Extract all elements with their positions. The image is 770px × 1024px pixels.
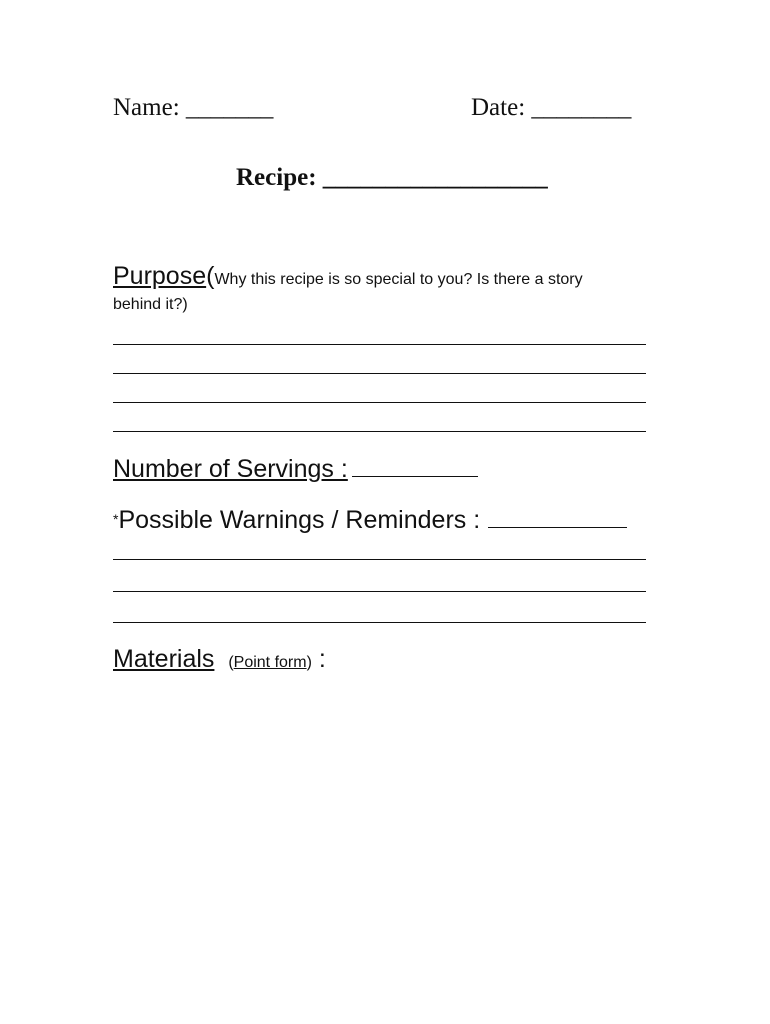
purpose-heading [113, 262, 583, 291]
warnings-asterisk: * [113, 511, 119, 527]
warnings-field[interactable] [113, 505, 627, 535]
warnings-answer-line[interactable] [113, 591, 646, 592]
purpose-prompt-line2: behind it?) [113, 296, 188, 313]
materials-heading [113, 645, 326, 674]
recipe-label: Recipe: [236, 164, 317, 191]
materials-note-open: ( [228, 654, 234, 671]
materials-note-close: ) [306, 654, 312, 671]
servings-blank[interactable] [352, 454, 478, 477]
purpose-answer-line[interactable] [113, 402, 646, 403]
recipe-blank[interactable]: __________________ [322, 164, 548, 191]
purpose-title: Purpose [113, 262, 207, 290]
purpose-open-paren: ( [206, 262, 215, 290]
purpose-answer-line[interactable] [113, 431, 646, 432]
servings-field[interactable] [113, 454, 478, 484]
name-label: Name: [113, 94, 180, 121]
materials-note: Point form [233, 654, 307, 671]
purpose-prompt-line1: Why this recipe is so special to you? Is there a story [214, 271, 583, 288]
purpose-answer-line[interactable] [113, 373, 646, 374]
materials-label: Materials [113, 645, 215, 673]
servings-label: Number of Servings : [113, 455, 348, 483]
warnings-label: Possible Warnings / Reminders : [118, 506, 481, 534]
date-field[interactable] [471, 94, 631, 122]
materials-colon: : [318, 645, 326, 673]
date-label: Date: [471, 94, 526, 121]
purpose-answer-line[interactable] [113, 344, 646, 345]
date-blank[interactable]: ________ [531, 94, 632, 121]
recipe-field[interactable] [236, 164, 548, 192]
warnings-answer-line[interactable] [113, 559, 646, 560]
name-field[interactable] [113, 94, 273, 122]
name-blank[interactable]: _______ [185, 94, 274, 121]
warnings-answer-line[interactable] [113, 622, 646, 623]
warnings-blank[interactable] [488, 505, 627, 528]
